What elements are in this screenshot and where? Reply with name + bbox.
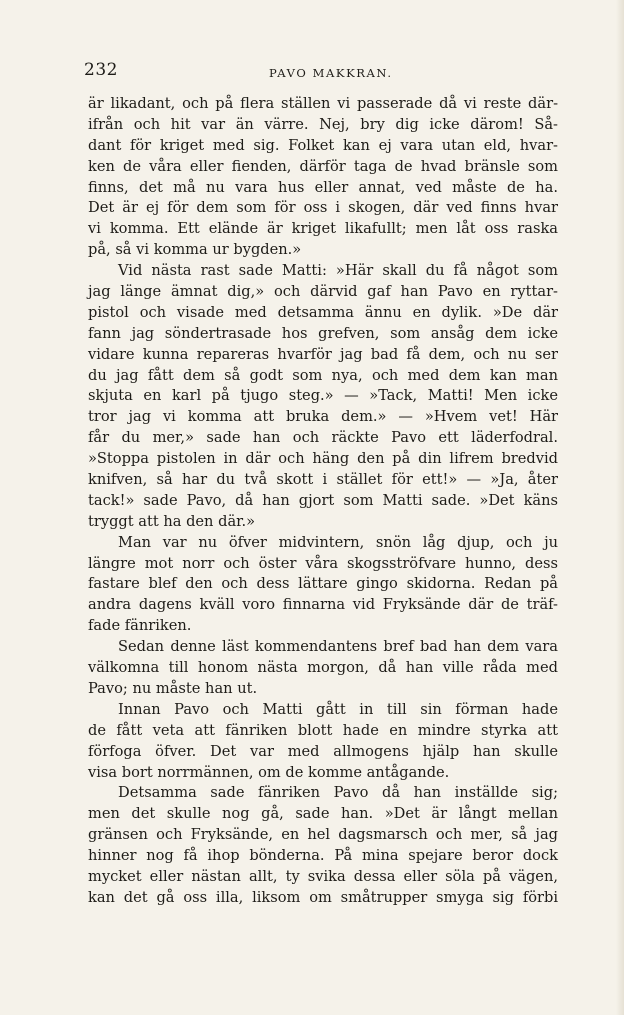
text-line: vidare kunna repareras hvarför jag bad få dem, och nu ser [88,345,558,363]
text-line: längre mot norr och öster våra skogsströfvare hunno, dess [88,554,558,572]
text-line: Vid nästa rast sade Matti: »Här skall du få något som [118,262,558,280]
text-line: förfoga öfver. Det var med allmogens hjälp han skulle [88,742,558,760]
text-line: men det skulle nog gå, sade han. »Det är långt mellan [88,805,558,823]
running-title: PAVO MAKKRAN. [269,66,393,80]
text-line: jag länge ämnat dig,» och därvid gaf han Pavo en ryttar- [88,283,558,301]
text-line: mycket eller nästan allt, ty svika dessa eller söla på vägen, [88,867,558,885]
text-line: tror jag vi komma att bruka dem.» — »Hvem vet! Här [88,408,558,426]
text-line: Innan Pavo och Matti gått in till sin förman hade [118,700,558,718]
text-line: Pavo; nu måste han ut. [88,679,258,697]
text-line: ken de våra eller fienden, därför taga de hvad bränsle som [88,157,558,175]
text-line: visa bort norrmännen, om de komme antågande. [88,763,450,781]
text-line: andra dagens kväll voro finnarna vid Fryksände där de träf- [88,596,558,614]
text-line: de fått veta att fänriken blott hade en mindre styrka att [88,721,558,739]
text-line: på, så vi komma ur bygden.» [88,241,302,259]
text-line: du jag fått dem så godt som nya, och med dem kan man [88,366,558,384]
text-line: får du mer,» sade han och räckte Pavo ett läderfodral. [88,429,558,447]
text-line: är likadant, och på flera ställen vi passerade då vi reste där- [88,95,558,112]
text-line: fann jag söndertrasade hos grefven, som ansåg dem icke [88,324,558,342]
body-text [88,94,558,909]
text-line: tryggt att ha den där.» [88,512,256,530]
text-line: finns, det må nu vara hus eller annat, ved måste de ha. [88,178,558,196]
text-line: »Stoppa pistolen in där och häng den på din lifrem bredvid [88,450,558,468]
text-line: tack!» sade Pavo, då han gjort som Matti sade. »Det käns [88,491,558,509]
page-number: 232 [84,60,118,80]
text-line: ifrån och hit var än värre. Nej, bry dig icke därom! Så- [88,115,558,133]
text-line: gränsen och Fryksände, en hel dagsmarsch och mer, så jag [88,826,558,844]
text-line: fade fänriken. [88,617,192,635]
text-line: pistol och visade med detsamma ännu en dylik. »De där [88,303,558,321]
text-line: dant för kriget med sig. Folket kan ej vara utan eld, hvar- [88,136,558,154]
text-line: knifven, så har du två skott i stället för ett!» — »Ja, åter [88,471,558,489]
text-line: Det är ej för dem som för oss i skogen, där ved finns hvar [88,199,558,217]
text-line: hinner nog få ihop bönderna. På mina spejare beror dock [88,847,558,865]
text-line: välkomna till honom nästa morgon, då han ville råda med [88,659,558,677]
text-line: Sedan denne läst kommendantens bref bad han dem vara [118,638,558,656]
text-line: kan det gå oss illa, liksom om småtrupper smyga sig förbi [88,888,558,906]
page-edge-shadow [616,0,624,1015]
text-line: Man var nu öfver midvintern, snön låg djup, och ju [118,533,558,551]
text-line: Detsamma sade fänriken Pavo då han inställde sig; [118,784,558,802]
text-line: skjuta en karl på tjugo steg.» — »Tack, Matti! Men icke [88,387,558,405]
text-line: fastare blef den och dess lättare gingo skidorna. Redan på [88,575,558,593]
text-line: vi komma. Ett elände är kriget likafullt; men låt oss raska [88,220,558,238]
page-header [84,60,564,84]
